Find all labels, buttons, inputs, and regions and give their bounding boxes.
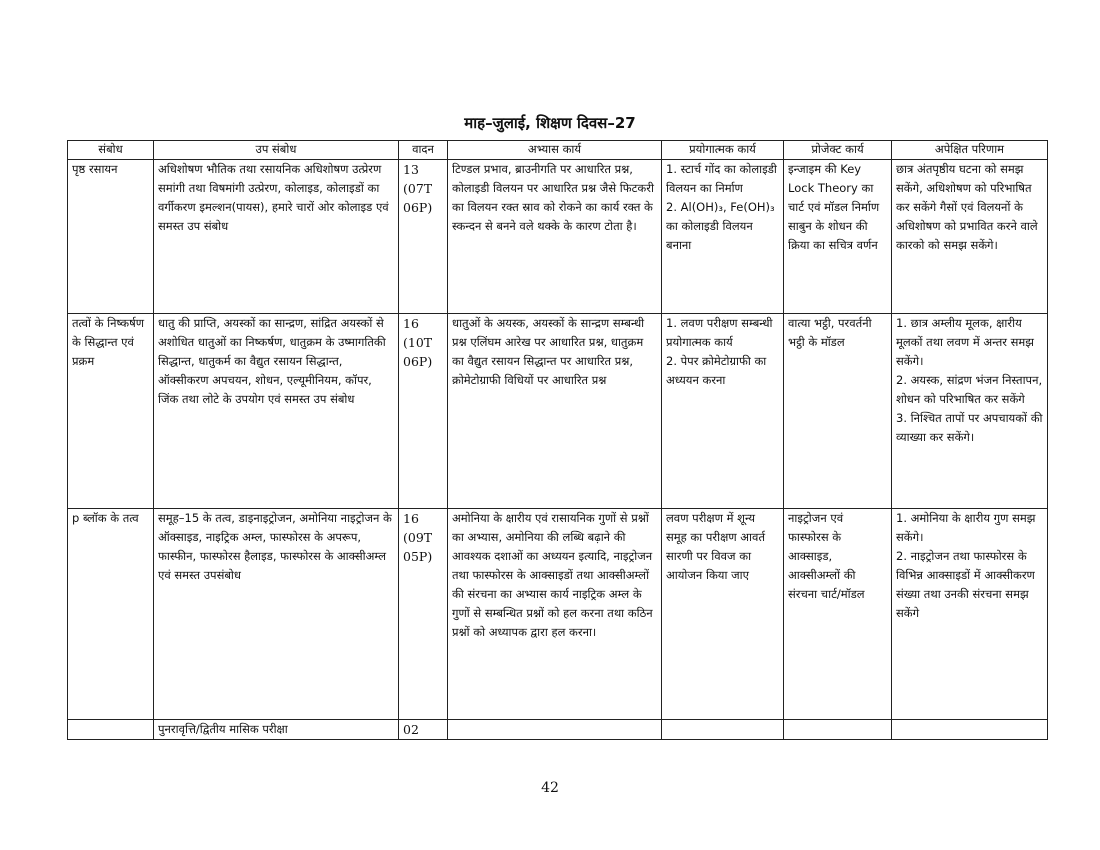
table-header-row [68,141,1048,160]
cell-practical-work: लवण परीक्षण में शून्य समूह का परीक्षण आवर्त सारणी पर विवज का आयोजन किया जाए [662,509,784,720]
cell-expected-outcome: छात्र अंतपृष्ठीय घटना को समझ सकेंगे, अधिशोषण को परिभाषित कर सकेंगे गैसों एवं विलयनों के अधिशोषण को प्रभावित करने वाले कारको को समझ सकेंगे। [892,160,1048,314]
header-expected-outcome: अपेक्षित परिणाम [892,141,1048,160]
table-row [68,509,1048,720]
header-practice-work: अभ्यास कार्य [448,141,662,160]
cell-periods: 16 (10T 06P) [399,314,448,509]
cell-sub-concept: समूह–15 के तत्व, डाइनाइट्रोजन, अमोनिया नाइट्रोजन के ऑक्साइड, नाइट्रिक अम्ल, फास्फोरस के अपरूप, फास्फीन, फास्फोरस हैलाइड, फास्फोरस के आक्सीअम्ल एवं समस्त उपसंबोध [154,509,399,720]
header-practical-work: प्रयोगात्मक कार्य [662,141,784,160]
cell-periods: 02 [399,720,448,740]
cell-expected-outcome: 1. अमोनिया के क्षारीय गुण समझ सकेंगे। 2. नाइट्रोजन तथा फास्फोरस के विभिन्न आक्साइडों में आक्सीकरण संख्या तथा उनकी संरचना समझ सकेंगे [892,509,1048,720]
header-project-work: प्रोजेक्ट कार्य [784,141,892,160]
cell-practical-work [662,720,784,740]
cell-practice-work: धातुओं के अयस्क, अयस्कों के सान्द्रण सम्बन्धी प्रश्न एलिंघम आरेख पर आधारित प्रश्न, धातुक्रम का वैद्युत रसायन सिद्धान्त पर आधारित प्रश्न, क्रोमेटोग्राफी विधियों पर आधारित प्रश्न [448,314,662,509]
cell-periods: 13 (07T 06P) [399,160,448,314]
cell-practical-work: 1. लवण परीक्षण सम्बन्धी प्रयोगात्मक कार्य 2. पेपर क्रोमेटोग्राफी का अध्ययन करना [662,314,784,509]
page-title: माह–जुलाई, शिक्षण दिवस–27 [464,114,636,132]
cell-practice-work: अमोनिया के क्षारीय एवं रासायनिक गुणों से प्रश्नों का अभ्यास, अमोनिया की लब्धि बढ़ाने की आवश्यक दशाओं का अध्ययन इत्यादि, नाइट्रोजन तथा फास्फोरस के आक्साइडों तथा आक्सीअम्लों की संरचना का अभ्यास कार्य नाइट्रिक अम्ल के गुणों से सम्बन्धित प्रश्नों को हल करना तथा कठिन प्रश्नों को अध्यापक द्वारा हल करना। [448,509,662,720]
cell-project-work [784,720,892,740]
cell-sub-concept: अधिशोषण भौतिक तथा रसायनिक अधिशोषण उत्प्रेरण समांगी तथा विषमांगी उत्प्रेरण, कोलाइड, कोलाइडों का वर्गीकरण इमल्शन(पायस), हमारे चारों ओर कोलाइड एवं समस्त उप संबोध [154,160,399,314]
table-row [68,720,1048,740]
table-row [68,314,1048,509]
header-periods: वादन [399,141,448,160]
cell-practice-work [448,720,662,740]
cell-project-work: वात्या भट्ठी, परवर्तनी भट्ठी के मॉडल [784,314,892,509]
table-row [68,160,1048,314]
cell-concept: तत्वों के निष्कर्षण के सिद्धान्त एवं प्रक्रम [68,314,154,509]
cell-concept [68,720,154,740]
cell-expected-outcome [892,720,1048,740]
cell-practice-work: टिण्डल प्रभाव, ब्राउनीगति पर आधारित प्रश्न, कोलाइडी विलयन पर आधारित प्रश्न जैसे फिटकरी का विलयन रक्त स्राव को रोकने का कार्य रक्त के स्कन्दन से बनने वले थक्के के कारण टोता है। [448,160,662,314]
cell-periods: 16 (09T 05P) [399,509,448,720]
cell-sub-concept: पुनरावृत्ति/द्वितीय मासिक परीक्षा [154,720,399,740]
cell-sub-concept: धातु की प्राप्ति, अयस्कों का सान्द्रण, सांद्रित अयस्कों से अशोधित धातुओं का निष्कर्षण, धातुक्रम के उष्मागतिकी सिद्धान्त, धातुकर्म का वैद्युत रसायन सिद्धान्त, ऑक्सीकरण अपचयन, शोधन, एल्यूमीनियम, कॉपर, जिंक तथा लोटे के उपयोग एवं समस्त उप संबोध [154,314,399,509]
header-concept: संबोध [68,141,154,160]
cell-concept: पृष्ठ रसायन [68,160,154,314]
cell-project-work: नाइट्रोजन एवं फास्फोरस के आक्साइड, आक्सीअम्लों की संरचना चार्ट/मॉडल [784,509,892,720]
cell-project-work: इन्जाइम की Key Lock Theory का चार्ट एवं मॉडल निर्माण साबुन के शोधन की क्रिया का सचित्र वर्णन [784,160,892,314]
syllabus-table [67,140,1048,740]
header-sub-concept: उप संबोध [154,141,399,160]
cell-practical-work: 1. स्टार्च गोंद का कोलाइडी विलयन का निर्माण 2. Al(OH)₃, Fe(OH)₃ का कोलाइडी विलयन बनाना [662,160,784,314]
page-number: 42 [541,780,559,796]
cell-concept: p ब्लॉक के तत्व [68,509,154,720]
cell-expected-outcome: 1. छात्र अम्लीय मूलक, क्षारीय मूलकों तथा लवण में अन्तर समझ सकेंगे। 2. अयस्क, सांद्रण भंजन निस्तापन, शोधन को परिभाषित कर सकेंगे 3. निश्चित तापों पर अपचायकों की व्याख्या कर सकेंगे। [892,314,1048,509]
